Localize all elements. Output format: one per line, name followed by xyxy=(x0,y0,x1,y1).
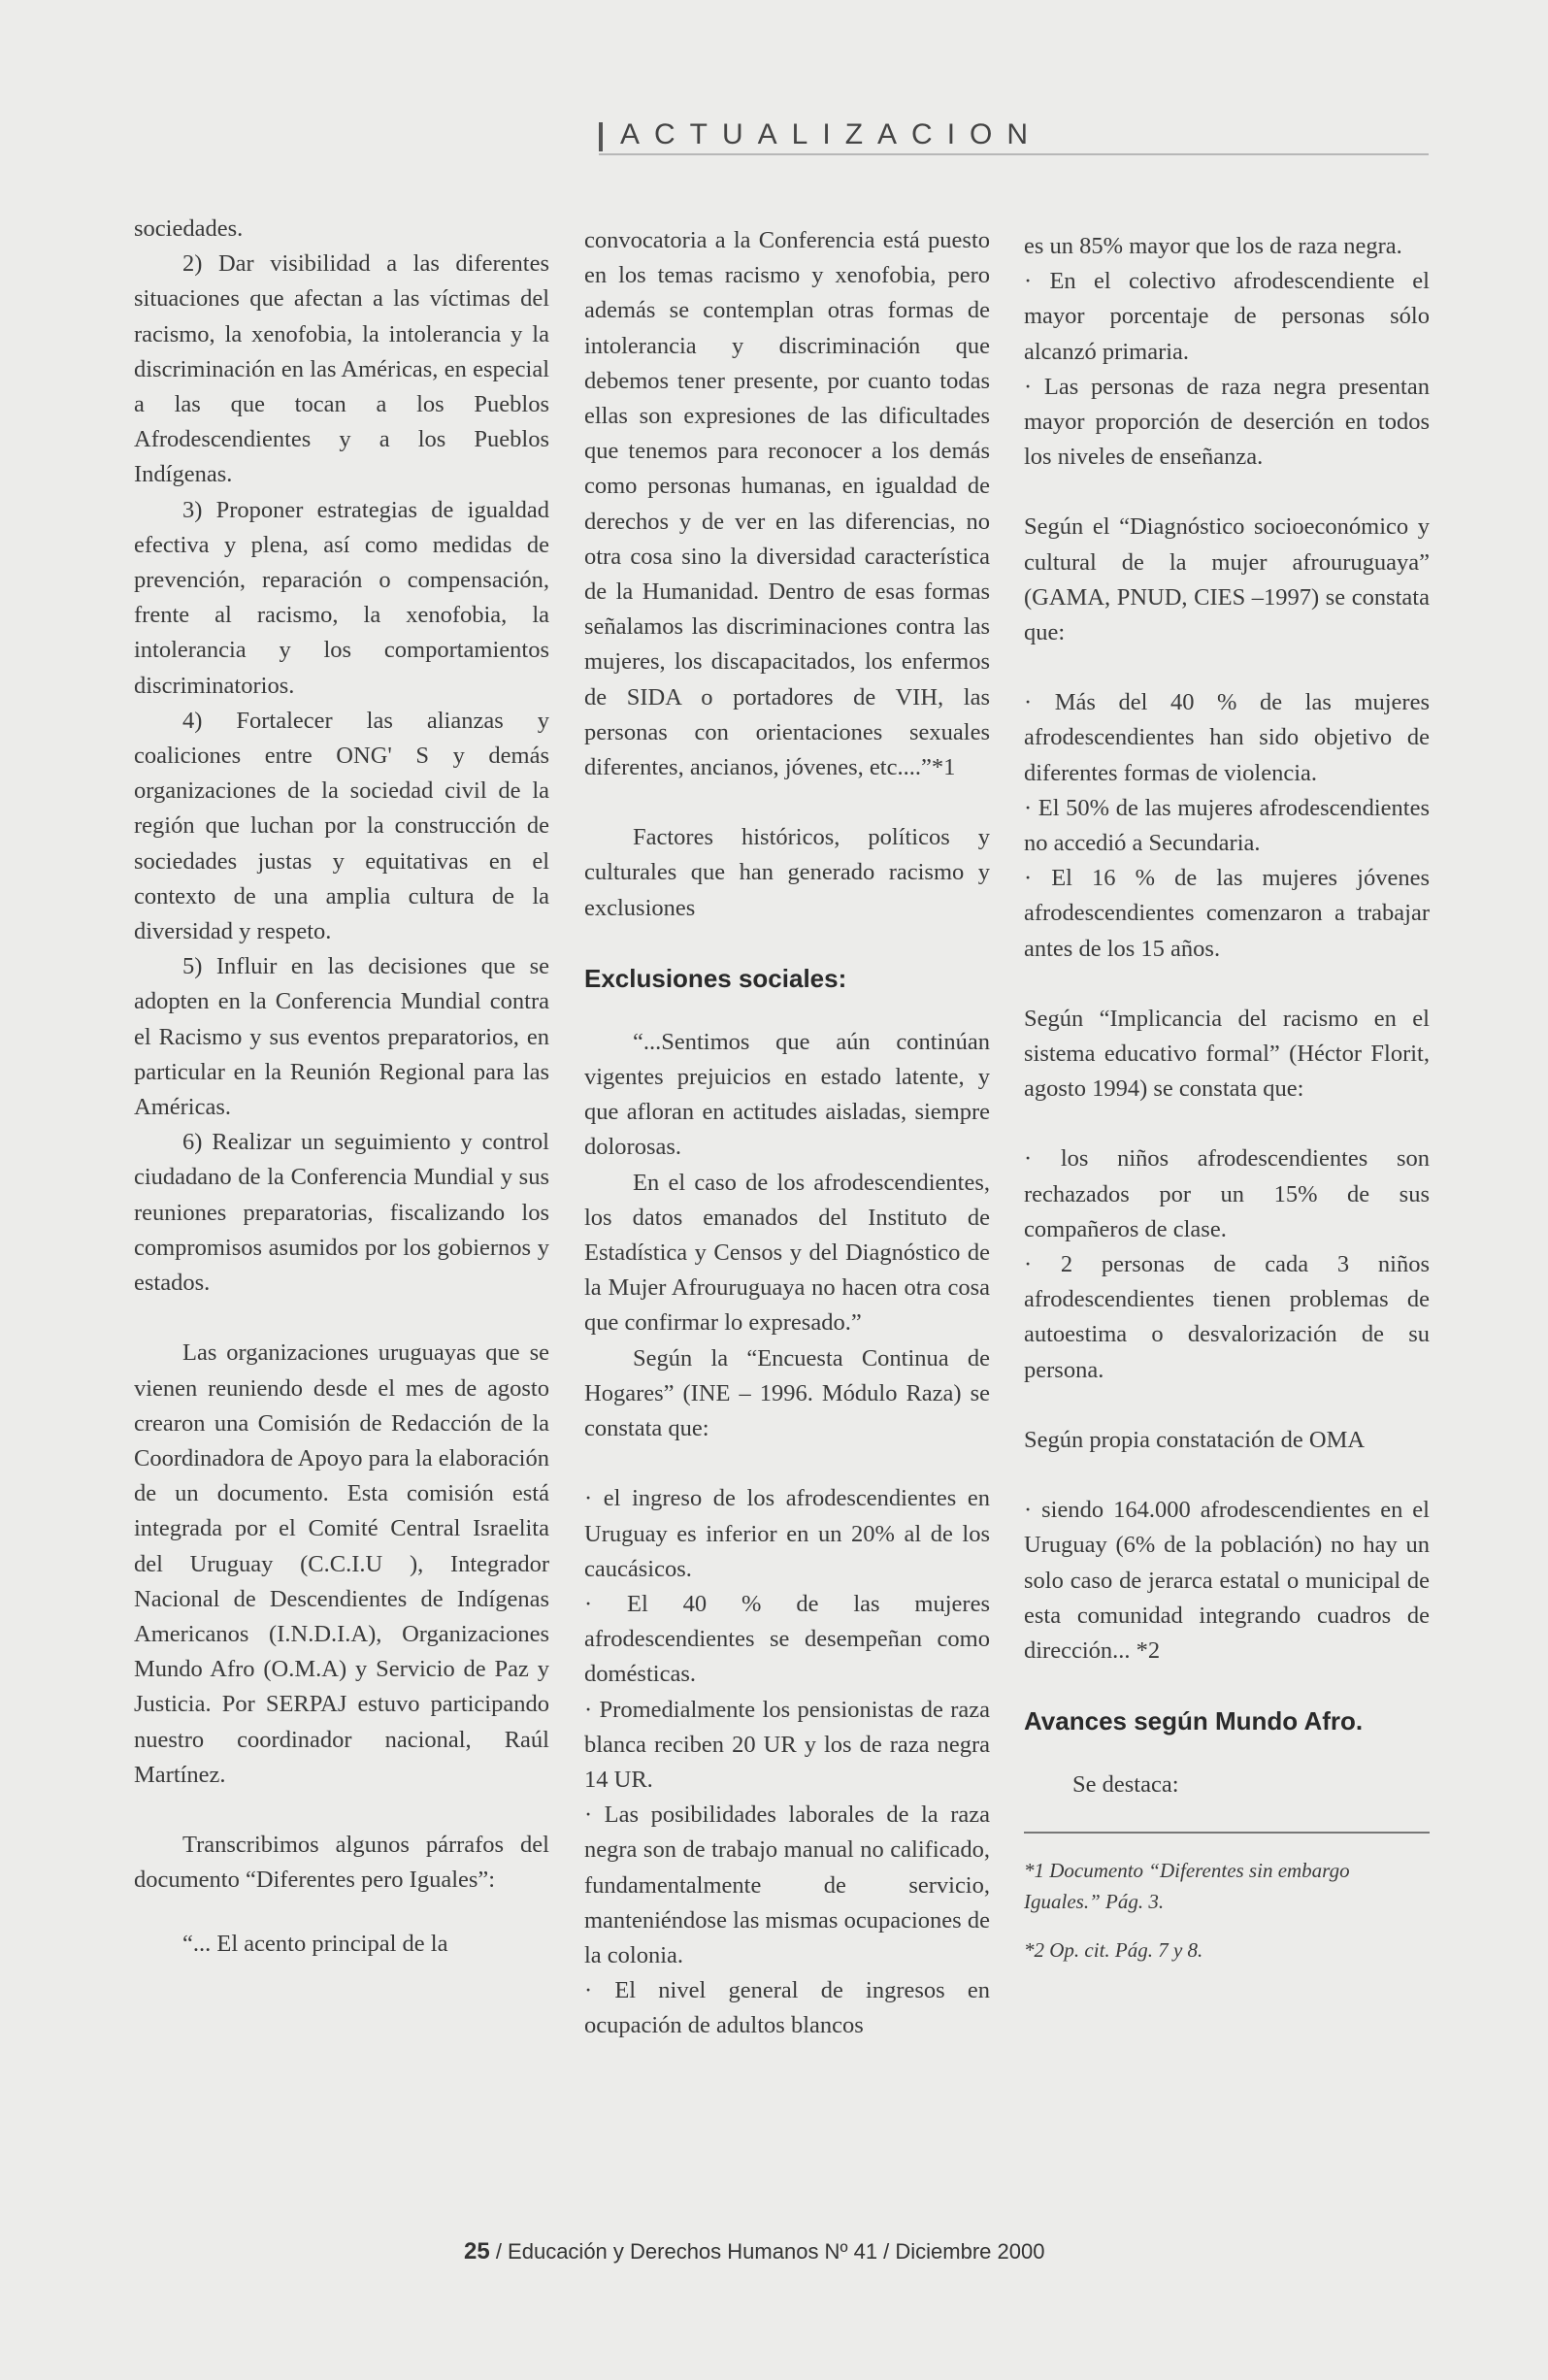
list-item: 5) Influir en las decisiones que se adopten en la Conferencia Mundial contra el Racismo y sus eventos preparatorios, en particular en la Reunión Regional para las Américas. xyxy=(134,953,549,1121)
paragraph: Se destaca: xyxy=(1072,1771,1179,1799)
paragraph: sociedades. xyxy=(134,215,244,242)
list-item: · El 50% de las mujeres afrodescendientes no accedió a Secundaria. xyxy=(1024,794,1430,857)
paragraph: convocatoria a la Conferencia está puesto en los temas racismo y xenofobia, pero además se contemplan otras formas de intolerancia y discriminación que debemos tener presente, por cuanto todas ellas son expresiones de las dificultades que tenemos para reconocer a los demás como personas humanas, en igualdad de derechos y de ver en las diferencias, no otra cosa sino la diversidad característica de la Humanidad. Dentro de esas formas señalamos las discriminaciones contra las mujeres, los discapacitados, los enfermos de SIDA o portadores de VIH, las personas con orientaciones sexuales diferentes, ancianos, jóvenes, etc....”*1 xyxy=(584,227,990,781)
column-1 xyxy=(134,212,549,1963)
paragraph: Según “Implicancia del racismo en el sistema educativo formal” (Héctor Florit, agosto 1994) se constata que: xyxy=(1024,1005,1430,1103)
paragraph: Según el “Diagnóstico socioeconómico y cultural de la mujer afrouruguaya” (GAMA, PNUD, CIES –1997) se constata que: xyxy=(1024,513,1430,646)
list-item: · Más del 40 % de las mujeres afrodescendientes han sido objetivo de diferentes formas de violencia. xyxy=(1024,689,1430,786)
list-item: · En el colectivo afrodescendiente el mayor porcentaje de personas sólo alcanzó primaria. xyxy=(1024,268,1430,365)
list-item: es un 85% mayor que los de raza negra. xyxy=(1024,233,1402,259)
list-item: · El nivel general de ingresos en ocupación de adultos blancos xyxy=(584,1977,990,2039)
footnote-divider xyxy=(1024,1832,1430,1834)
publication-info: / Educación y Derechos Humanos Nº 41 / Diciembre 2000 xyxy=(495,2239,1045,2264)
column-3 xyxy=(1024,229,1430,1966)
list-item: · Las posibilidades laborales de la raza negra son de trabajo manual no calificado, fundamentalmente de servicio, manteniéndose las mismas ocupaciones de la colonia. xyxy=(584,1802,990,1968)
list-item: · los niños afrodescendientes son rechazados por un 15% de sus compañeros de clase. xyxy=(1024,1145,1430,1242)
page-footer xyxy=(464,2238,1044,2265)
list-item: · Promedialmente los pensionistas de raza blanca reciben 20 UR y los de raza negra 14 UR. xyxy=(584,1696,990,1793)
subheading: Avances según Mundo Afro. xyxy=(1024,1706,1364,1736)
list-item: 3) Proponer estrategias de igualdad efectiva y plena, así como medidas de prevención, reparación o compensación, frente al racismo, la xenofobia, la intolerancia y los comportamientos discriminatorios. xyxy=(134,496,549,699)
footnote: *2 Op. cit. Pág. 7 y 8. xyxy=(1024,1938,1203,1963)
paragraph: Las organizaciones uruguayas que se vienen reuniendo desde el mes de agosto crearon una Comisión de Redacción de la Coordinadora de Apoyo para la elaboración de un documento. Esta comisión está integrada por el Comité Central Israelita del Uruguay (C.C.I.U ), Integrador Nacional de Descendientes de Indígenas Americanos (I.N.D.I.A), Organizaciones Mundo Afro (O.M.A) y Servicio de Paz y Justicia. Por SERPAJ estuvo participando nuestro coordinador nacional, Raúl Martínez. xyxy=(134,1339,549,1788)
paragraph: “...Sentimos que aún continúan vigentes prejuicios en estado latente, y que afloran en actitudes aisladas, siempre dolorosas. xyxy=(584,1028,990,1161)
section-header xyxy=(599,118,1429,155)
list-item: · 2 personas de cada 3 niños afrodescendientes tienen problemas de autoestima o desvalorización de su persona. xyxy=(1024,1251,1430,1383)
section-title: ACTUALIZACION xyxy=(620,118,1043,150)
paragraph: Transcribimos algunos párrafos del documento “Diferentes pero Iguales”: xyxy=(134,1831,549,1894)
page-number: 25 xyxy=(464,2238,490,2264)
subheading: Exclusiones sociales: xyxy=(584,963,847,993)
paragraph: Factores históricos, políticos y culturales que han generado racismo y exclusiones xyxy=(584,824,990,921)
paragraph: Según la “Encuesta Continua de Hogares” (INE – 1996. Módulo Raza) se constata que: xyxy=(584,1344,990,1442)
paragraph: En el caso de los afrodescendientes, los datos emanados del Instituto de Estadística y Censos y del Diagnóstico de la Mujer Afrouruguaya no hacen otra cosa que confirmar lo expresado.” xyxy=(584,1169,990,1337)
quote-start: “... El acento principal de la xyxy=(182,1931,448,1958)
column-2 xyxy=(584,223,990,2044)
list-item: 4) Fortalecer las alianzas y coaliciones entre ONG' S y demás organizaciones de la sociedad civil de la región que luchan por la construcción de sociedades justas y equitativas en el contexto de una amplia cultura de la diversidad y respeto. xyxy=(134,707,549,945)
paragraph: Según propia constatación de OMA xyxy=(1024,1426,1366,1453)
list-item: · el ingreso de los afrodescendientes en Uruguay es inferior en un 20% al de los caucásicos. xyxy=(584,1485,990,1582)
list-item: · siendo 164.000 afrodescendientes en el Uruguay (6% de la población) no hay un solo caso de jerarca estatal o municipal de esta comunidad integrando cuadros de dirección... *2 xyxy=(1024,1497,1430,1664)
list-item: 2) Dar visibilidad a las diferentes situaciones que afectan a las víctimas del racismo, la xenofobia, la intolerancia y la discriminación en las Américas, en especial a las que tocan a los Pueblos Afrodescendientes y a los Pueblos Indígenas. xyxy=(134,250,549,488)
list-item: · El 40 % de las mujeres afrodescendientes se desempeñan como domésticas. xyxy=(584,1590,990,1688)
list-item: 6) Realizar un seguimiento y control ciudadano de la Conferencia Mundial y sus reuniones preparatorias, fiscalizando los compromisos asumidos por los gobiernos y estados. xyxy=(134,1129,549,1297)
footnote: *1 Documento “Diferentes sin embargo Iguales.” Pág. 3. xyxy=(1024,1859,1350,1914)
header-bar xyxy=(599,122,603,151)
list-item: · Las personas de raza negra presentan mayor proporción de deserción en todos los niveles de enseñanza. xyxy=(1024,373,1430,471)
list-item: · El 16 % de las mujeres jóvenes afrodescendientes comenzaron a trabajar antes de los 15 años. xyxy=(1024,865,1430,962)
